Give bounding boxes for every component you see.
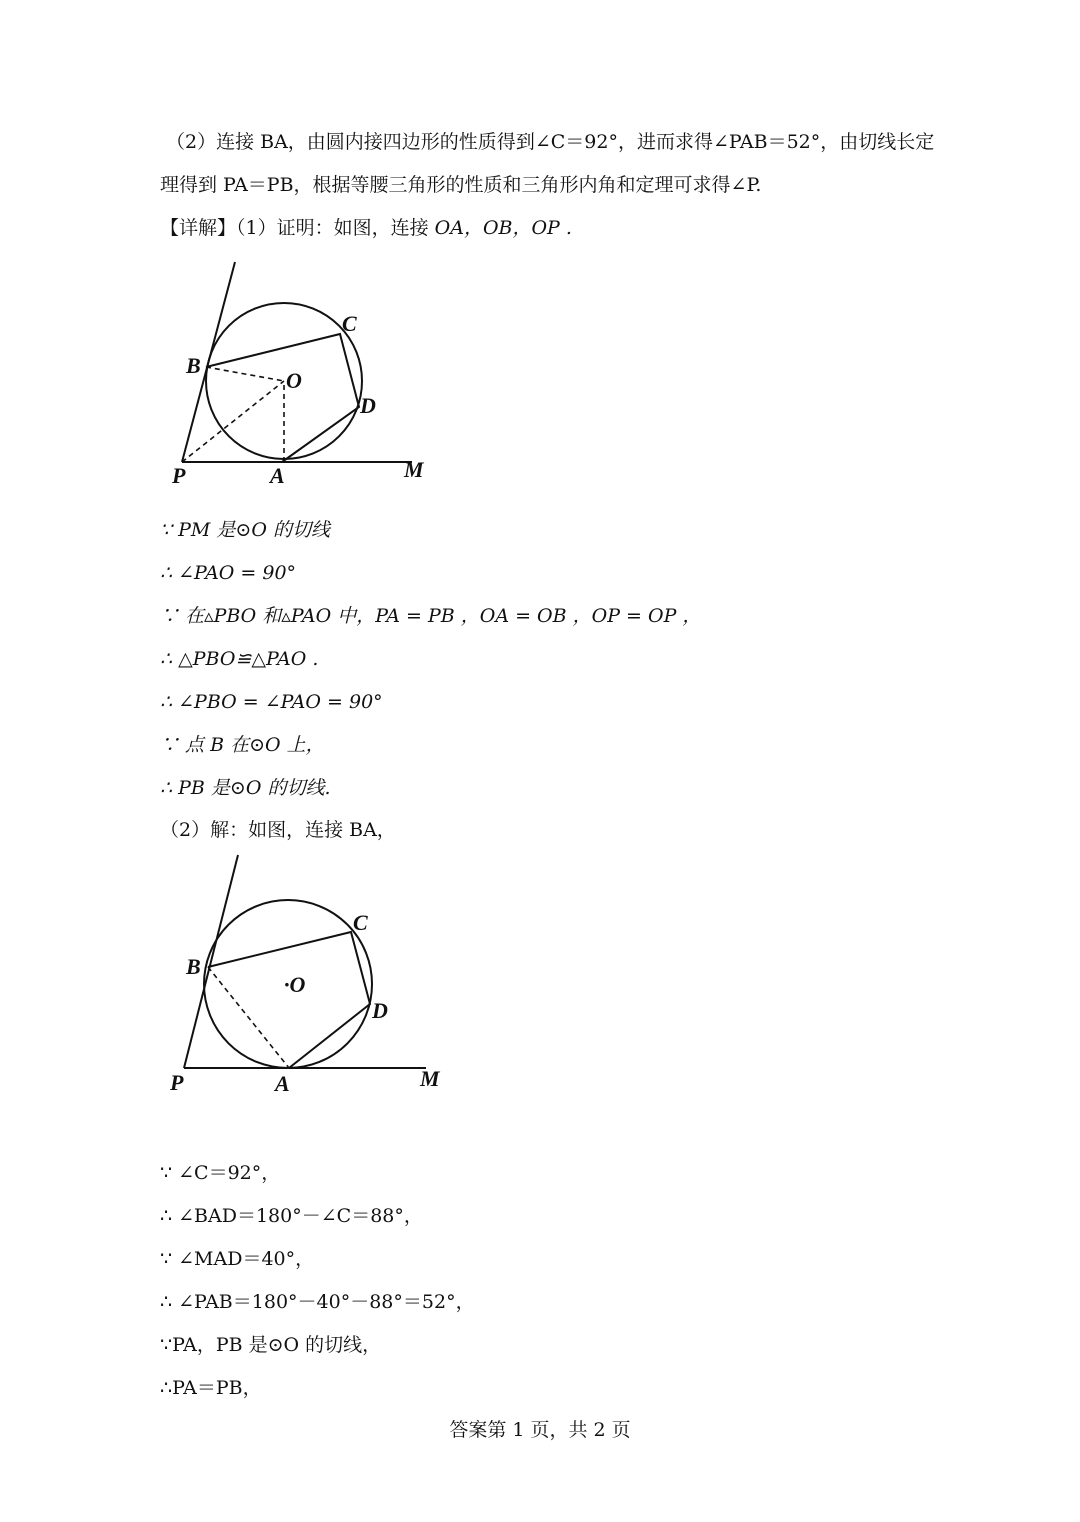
proof1-line-5: ∴ ∠PBO = ∠PAO = 90°	[160, 691, 383, 713]
figure-2-diagram	[160, 850, 460, 1100]
proof2-line-5: ∵PA，PB 是⊙O 的切线，	[160, 1334, 382, 1356]
fig2-label-a: A	[275, 1071, 290, 1096]
fig2-label-d: D	[372, 998, 388, 1023]
detail-heading-text: 【详解】（1）证明：如图，连接	[160, 217, 429, 239]
fig2-label-c: C	[353, 910, 368, 935]
proof1-line-7: ∴ PB 是⊙O 的切线.	[160, 777, 331, 799]
fig2-label-m: M	[420, 1066, 440, 1091]
fig2-dash-ba	[208, 967, 289, 1068]
fig1-label-b: B	[186, 353, 201, 378]
proof1-line-6: ∵ 点 B 在⊙O 上，	[160, 734, 325, 756]
fig1-quad	[206, 334, 359, 462]
part2-heading: （2）解：如图，连接 BA，	[160, 819, 396, 841]
fig1-label-p: P	[172, 463, 186, 488]
detail-heading	[160, 216, 572, 240]
proof2-line-1: ∵ ∠C＝92°，	[160, 1162, 281, 1184]
fig1-label-m: M	[404, 457, 424, 482]
fig2-label-b: B	[186, 954, 201, 979]
proof2-line-2: ∴ ∠BAD＝180°－∠C＝88°，	[160, 1205, 423, 1227]
fig1-dash-po	[182, 381, 284, 462]
proof1-line-1: ∵ PM 是⊙O 的切线	[160, 519, 330, 541]
proof1-line-3: ∵ 在▵PBO 和▵PAO 中，PA = PB ，OA = OB ，OP = OP ，	[160, 605, 702, 627]
fig1-label-d: D	[360, 393, 376, 418]
intro-line-2: 理得到 PA＝PB，根据等腰三角形的性质和三角形内角和定理可求得∠P.	[160, 174, 762, 196]
fig1-label-o: O	[286, 368, 302, 393]
fig1-label-c: C	[342, 311, 357, 336]
proof2-line-3: ∵ ∠MAD＝40°，	[160, 1248, 315, 1270]
fig1-label-a: A	[270, 463, 285, 488]
proof2-line-4: ∴ ∠PAB＝180°－40°－88°＝52°，	[160, 1291, 475, 1313]
fig2-label-o: ·O	[284, 972, 306, 997]
figure-1-diagram	[160, 255, 460, 495]
detail-heading-math: OA，OB，OP .	[434, 217, 572, 239]
page-footer: 答案第 1 页，共 2 页	[449, 1419, 631, 1441]
proof1-line-2: ∴ ∠PAO = 90°	[160, 562, 297, 584]
intro-line-1: （2）连接 BA，由圆内接四边形的性质得到∠C＝92°，进而求得∠PAB＝52°，由切线长定	[166, 131, 935, 153]
proof1-line-4: ∴ △PBO≌△PAO .	[160, 648, 319, 670]
proof2-line-6: ∴PA＝PB，	[160, 1377, 262, 1399]
fig1-dash-bo	[206, 367, 284, 381]
fig2-label-p: P	[170, 1070, 184, 1095]
